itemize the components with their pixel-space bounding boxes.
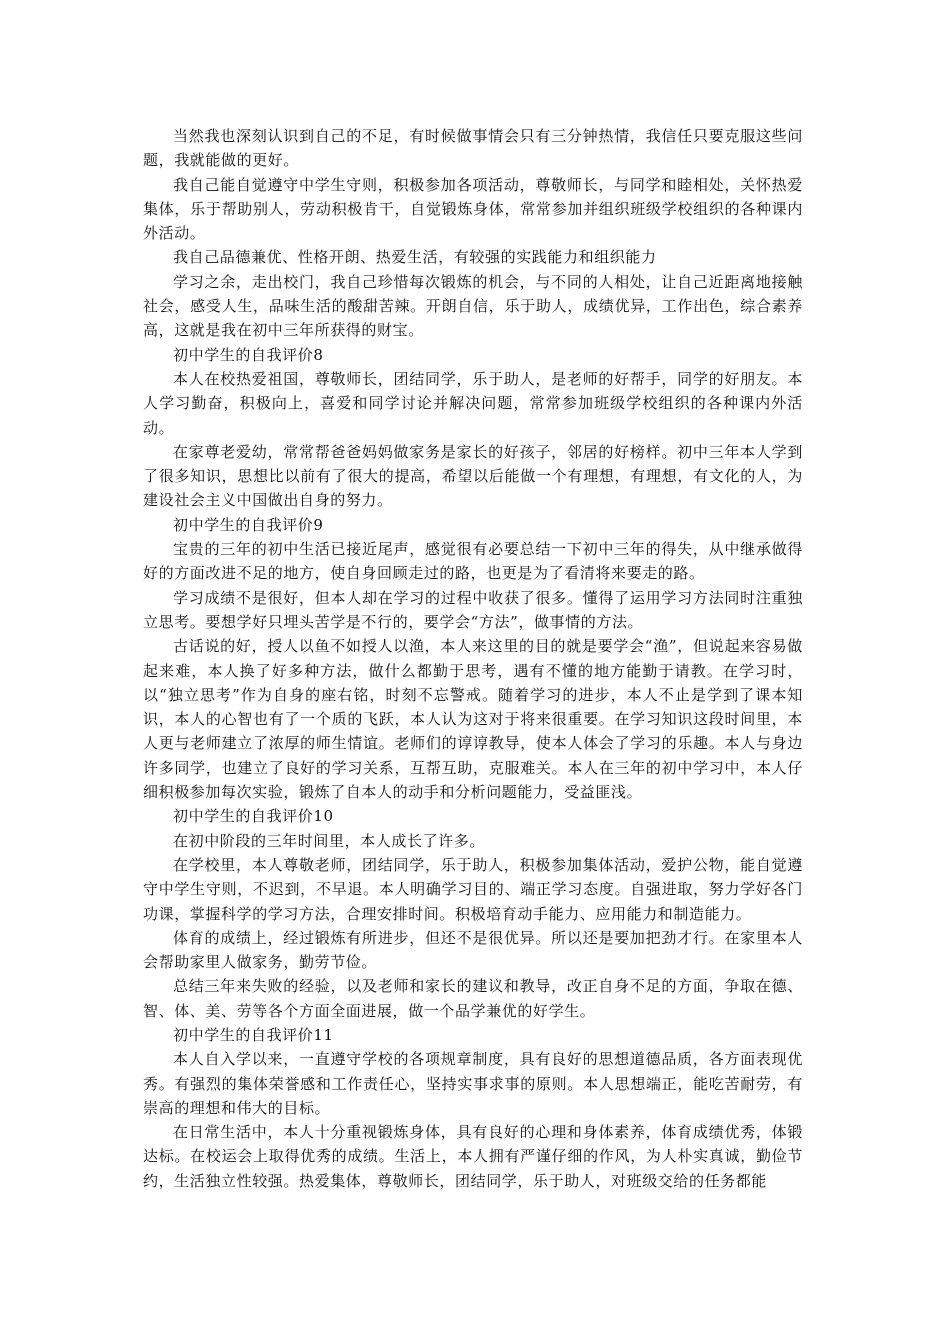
paragraph: 本人在校热爱祖国，尊敬师长，团结同学，乐于助人，是老师的好帮手，同学的好朋友。本人学习勤奋，积极向上，喜爱和同学讨论并解决问题，常常参加班级学校组织的各种课内外活动。	[143, 369, 803, 437]
section-heading: 初中学生的自我评价8	[173, 345, 324, 364]
paragraph: 在家尊老爱幼，常常帮爸爸妈妈做家务是家长的好孩子，邻居的好榜样。初中三年本人学到了很多知识，思想比以前有了很大的提高，希望以后能做一个有理想，有理想，有文化的人，为建设社会主义中国做出自身的努力。	[143, 442, 803, 510]
paragraph: 学习之余，走出校门，我自己珍惜每次锻炼的机会，与不同的人相处，让自己近距离地接触社会，感受人生，品味生活的酸甜苦辣。开朗自信，乐于助人，成绩优异，工作出色，综合素养高，这就是我在初中三年所获得的财宝。	[143, 272, 803, 340]
paragraph: 本人自入学以来，一直遵守学校的各项规章制度，具有良好的思想道德品质，各方面表现优秀。有强烈的集体荣誉感和工作责任心，坚持实事求事的原则。本人思想端正，能吃苦耐劳，有崇高的理想和伟大的目标。	[143, 1050, 803, 1117]
section-heading: 初中学生的自我评价9	[173, 515, 324, 534]
document-body	[143, 124, 803, 1193]
section-heading: 初中学生的自我评价10	[173, 807, 334, 826]
paragraph: 在日常生活中，本人十分重视锻炼身体，具有良好的心理和身体素养，体育成绩优秀，体锻达标。在校运会上取得优秀的成绩。生活上，本人拥有严谨仔细的作风，为人朴实真诚，勤俭节约，生活独立性较强。热爱集体，尊敬师长，团结同学，乐于助人，对班级交给的任务都能	[143, 1123, 803, 1190]
paragraph: 我自己能自觉遵守中学生守则，积极参加各项活动，尊敬师长，与同学和睦相处，关怀热爱集体，乐于帮助别人，劳动积极肯干，自觉锻炼身体，常常参加并组织班级学校组织的各种课内外活动。	[143, 175, 803, 243]
paragraph: 在初中阶段的三年时间里，本人成长了许多。	[173, 831, 486, 850]
paragraph: 我自己品德兼优、性格开朗、热爱生活，有较强的实践能力和组织能力	[173, 248, 657, 267]
paragraph: 当然我也深刻认识到自己的不足，有时候做事情会只有三分钟热情，我信任只要克服这些问题，我就能做的更好。	[143, 127, 803, 170]
paragraph: 总结三年来失败的经验，以及老师和家长的建议和教导，改正自身不足的方面，争取在德、智、体、美、劳等各个方面全面进展，做一个品学兼优的好学生。	[143, 977, 803, 1020]
paragraph: 古话说的好，授人以鱼不如授人以渔，本人来这里的目的就是要学会“渔”，但说起来容易做起来难，本人换了好多种方法，做什么都勤于思考，遇有不懂的地方能勤于请教。在学习时，以“独立思考”作为自身的座右铭，时刻不忘警戒。随着学习的进步，本人不止是学到了课本知识，本人的心智也有了一个质的飞跃，本人认为这对于将来很重要。在学习知识这段时间里，本人更与老师建立了浓厚的师生情谊。老师们的谆谆教导，使本人体会了学习的乐趣。本人与身边许多同学，也建立了良好的学习关系，互帮互助，克服难关。本人在三年的初中学习中，本人仔细积极参加每次实验，锻炼了自本人的动手和分析问题能力，受益匪浅。	[143, 637, 803, 802]
section-heading: 初中学生的自我评价11	[173, 1025, 334, 1044]
paragraph: 体育的成绩上，经过锻炼有所进步，但还不是很优异。所以还是要加把劲才行。在家里本人会帮助家里人做家务，勤劳节俭。	[143, 928, 803, 972]
paragraph: 学习成绩不是很好，但本人却在学习的过程中收获了很多。懂得了运用学习方法同时注重独立思考。要想学好只埋头苦学是不行的，要学会“方法”，做事情的方法。	[143, 588, 803, 631]
paragraph: 在学校里，本人尊敬老师，团结同学，乐于助人，积极参加集体活动，爱护公物，能自觉遵守中学生守则，不迟到，不早退。本人明确学习目的、端正学习态度。自强进取，努力学好各门功课，掌握科学的学习方法，合理安排时间。积极培育动手能力、应用能力和制造能力。	[143, 855, 803, 923]
paragraph: 宝贵的三年的初中生活已接近尾声，感觉很有必要总结一下初中三年的得失，从中继承做得好的方面改进不足的地方，使自身回顾走过的路，也更是为了看清将来要走的路。	[143, 540, 803, 583]
